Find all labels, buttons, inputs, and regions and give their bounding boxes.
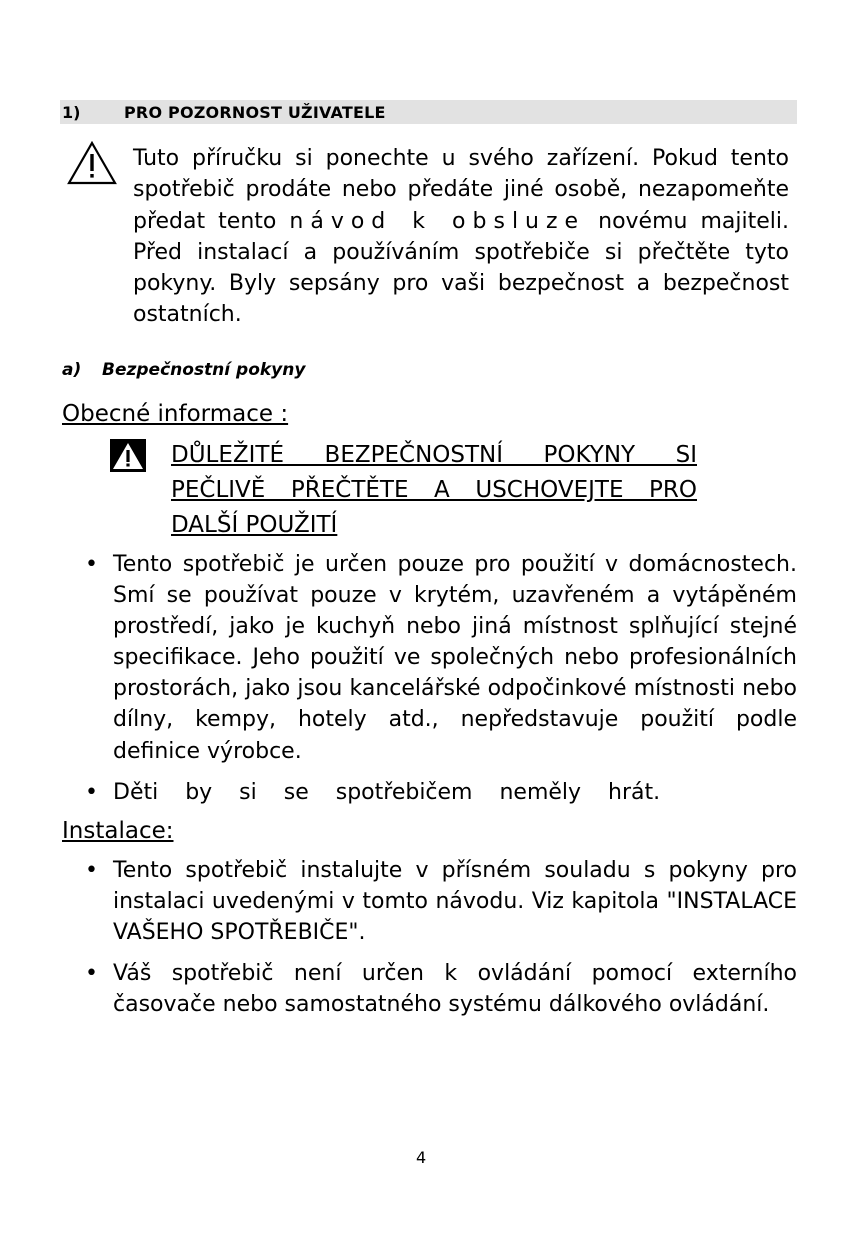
bullet-dot: • xyxy=(85,552,98,577)
list-item xyxy=(84,855,797,948)
general-info-list xyxy=(84,549,797,818)
list-item-text: Tento spotřebič instalujte v přísném souladu s pokyny pro instalaci uvedenými v tomto návodu. Viz kapitola "INSTALACE VAŠEHO SPOTŘEBIČE". xyxy=(113,858,797,946)
page-number: 4 xyxy=(416,1148,427,1167)
warning-triangle-filled-icon xyxy=(110,439,146,472)
subsection-title: Bezpečnostní pokyny xyxy=(102,360,306,380)
list-item-text: Děti by si se spotřebičem neměly hrát. xyxy=(113,779,661,805)
warning-triangle-outline-icon xyxy=(67,141,117,185)
subsection-heading xyxy=(62,357,305,383)
installation-heading: Instalace: xyxy=(62,818,174,844)
bullet-dot: • xyxy=(85,858,98,883)
intro-paragraph xyxy=(133,143,789,331)
general-info-heading: Obecné informace : xyxy=(62,401,289,427)
intro-text-2: novému majiteli. Před instalací a používáním spotřebiče si přečtěte tyto pokyny. Byly sepsány pro vaši bezpečnost a bezpečnost ostatních. xyxy=(133,208,790,328)
important-safety-notice: DŮLEŽITÉ BEZPEČNOSTNÍ POKYNY SI PEČLIVĚ PŘEČTĚTE A USCHOVEJTE PRO DALŠÍ POUŽITÍ xyxy=(171,442,697,538)
list-item xyxy=(84,958,797,1020)
section-number: 1) xyxy=(62,103,81,122)
installation-list xyxy=(84,855,797,1030)
list-item-text: Tento spotřebič je určen pouze pro použití v domácnostech. Smí se používat pouze v krytém, uzavřeném a vytápěném prostředí, jako je kuchyň nebo jiná místnost splňující stejné specifikace. Jeho použití ve společných nebo profesionálních prostorách, jako jsou kancelářské odpočinkové místnosti nebo dílny, kempy, hotely atd., nepředstavuje použití podle definice výrobce. xyxy=(113,552,797,764)
bullet-dot: • xyxy=(85,961,98,987)
intro-text-1: Tuto příručku si ponechte u svého zařízení. Pokud tento spotřebič prodáte nebo předáte jiné osobě, nezapomeňte předat tento xyxy=(133,146,789,234)
bullet-dot: • xyxy=(85,779,98,805)
intro-spaced-text: návod k obsluze xyxy=(289,208,586,234)
list-item xyxy=(84,549,797,767)
section-title: PRO POZORNOST UŽIVATELE xyxy=(124,103,386,122)
list-item xyxy=(84,777,797,808)
section-header-bar xyxy=(60,100,797,124)
list-item-text: Váš spotřebič není určen k ovládání pomocí externího časovače nebo samostatného systému dálkového ovládání. xyxy=(113,961,797,1018)
subsection-letter: a) xyxy=(62,360,82,380)
